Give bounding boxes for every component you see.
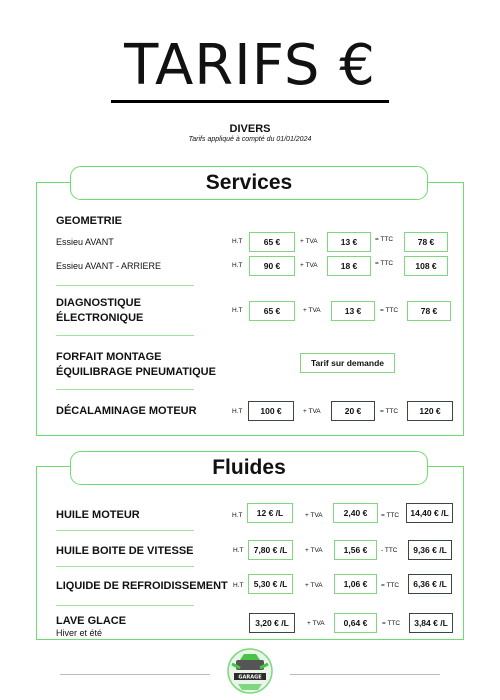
ttc-tag: = TTC [375, 260, 394, 267]
essieu-avant-arriere-label: Essieu AVANT - ARRIERE [56, 261, 162, 271]
ttc-tag: = TTC [382, 620, 401, 627]
separator [56, 285, 194, 286]
essieu-avant-ht: 65 € [249, 232, 295, 252]
ttc-tag: = TTC [375, 236, 394, 243]
essieu-avant-label: Essieu AVANT [56, 237, 114, 247]
essieu-avant-arriere-tva: 18 € [327, 256, 371, 276]
essieu-avant-tva: 13 € [327, 232, 371, 252]
ht-tag: H.T [232, 262, 243, 269]
tva-tag: + TVA [305, 512, 323, 519]
diagnostique-ht: 65 € [249, 301, 295, 321]
diagnostique-label-1: DIAGNOSTIQUE [56, 297, 141, 309]
ttc-tag: = TTC [380, 307, 399, 314]
page-subtitle: DIVERS [229, 123, 271, 135]
separator [56, 566, 194, 567]
ht-tag: H.T [232, 307, 243, 314]
diagnostique-ttc: 78 € [407, 301, 451, 321]
page-title: TARIFS € [124, 33, 376, 98]
liquide-ttc: 6,36 € /L [408, 574, 452, 594]
forfait-price: Tarif sur demande [300, 353, 395, 373]
ht-tag: H.T [233, 547, 244, 554]
lave-glace-ht: 3,20 € /L [249, 613, 295, 633]
logo-text: GARAGE [238, 674, 262, 681]
liquide-ht: 5,30 € /L [248, 574, 293, 594]
huile-moteur-label: HUILE MOTEUR [56, 509, 140, 521]
services-title: Services [70, 166, 428, 200]
tva-tag: + TVA [305, 547, 323, 554]
tva-tag: + TVA [303, 408, 321, 415]
separator [56, 530, 194, 531]
ht-tag: H.T [232, 238, 243, 245]
tva-tag: + TVA [305, 582, 323, 589]
decalaminage-tva: 20 € [331, 401, 375, 421]
tva-tag: + TVA [300, 238, 318, 245]
diagnostique-tva: 13 € [331, 301, 375, 321]
fluides-title: Fluides [70, 451, 428, 485]
liquide-tva: 1,06 € [334, 574, 377, 594]
lave-glace-ttc: 3,84 € /L [409, 613, 453, 633]
huile-moteur-tva: 2,40 € [333, 503, 378, 523]
garage-logo-icon [224, 646, 276, 696]
huile-boite-ht: 7,80 € /L [248, 540, 293, 560]
title-underline [111, 100, 389, 103]
tva-tag: + TVA [307, 620, 325, 627]
huile-boite-label: HUILE BOITE DE VITESSE [56, 545, 194, 557]
separator [56, 605, 194, 606]
huile-moteur-ttc: 14,40 € /L [406, 503, 453, 523]
tariff-date-note: Tarifs appliqué à compté du 01/01/2024 [188, 136, 312, 143]
separator [56, 389, 194, 390]
ttc-tag: = TTC [381, 512, 400, 519]
decalaminage-ttc: 120 € [407, 401, 453, 421]
diagnostique-label-2: ÉLECTRONIQUE [56, 312, 144, 324]
ht-tag: H.T [232, 512, 243, 519]
ht-tag: H.T [233, 582, 244, 589]
footer-line-right [290, 674, 440, 675]
decalaminage-label: DÉCALAMINAGE MOTEUR [56, 405, 197, 417]
lave-glace-label: LAVE GLACE [56, 615, 127, 627]
geometrie-label: GEOMETRIE [56, 215, 123, 227]
huile-moteur-ht: 12 € /L [247, 503, 293, 523]
huile-boite-ttc: 9,36 € /L [408, 540, 452, 560]
huile-boite-tva: 1,56 € [334, 540, 377, 560]
essieu-avant-arriere-ht: 90 € [249, 256, 295, 276]
decalaminage-ht: 100 € [248, 401, 294, 421]
lave-glace-tva: 0,64 € [334, 613, 377, 633]
essieu-avant-arriere-ttc: 108 € [404, 256, 448, 276]
tva-tag: + TVA [300, 262, 318, 269]
lave-glace-sublabel: Hiver et été [56, 628, 103, 638]
ttc-tag: = TTC [380, 408, 399, 415]
footer-line-left [60, 674, 210, 675]
ttc-tag: - TTC [381, 547, 398, 554]
forfait-label-2: ÉQUILIBRAGE PNEUMATIQUE [56, 366, 216, 378]
essieu-avant-ttc: 78 € [404, 232, 448, 252]
tva-tag: + TVA [303, 307, 321, 314]
separator [56, 335, 194, 336]
ht-tag: H.T [232, 408, 243, 415]
ttc-tag: = TTC [381, 582, 400, 589]
forfait-label-1: FORFAIT MONTAGE [56, 351, 162, 363]
liquide-label: LIQUIDE DE REFROIDISSEMENT [56, 580, 228, 592]
